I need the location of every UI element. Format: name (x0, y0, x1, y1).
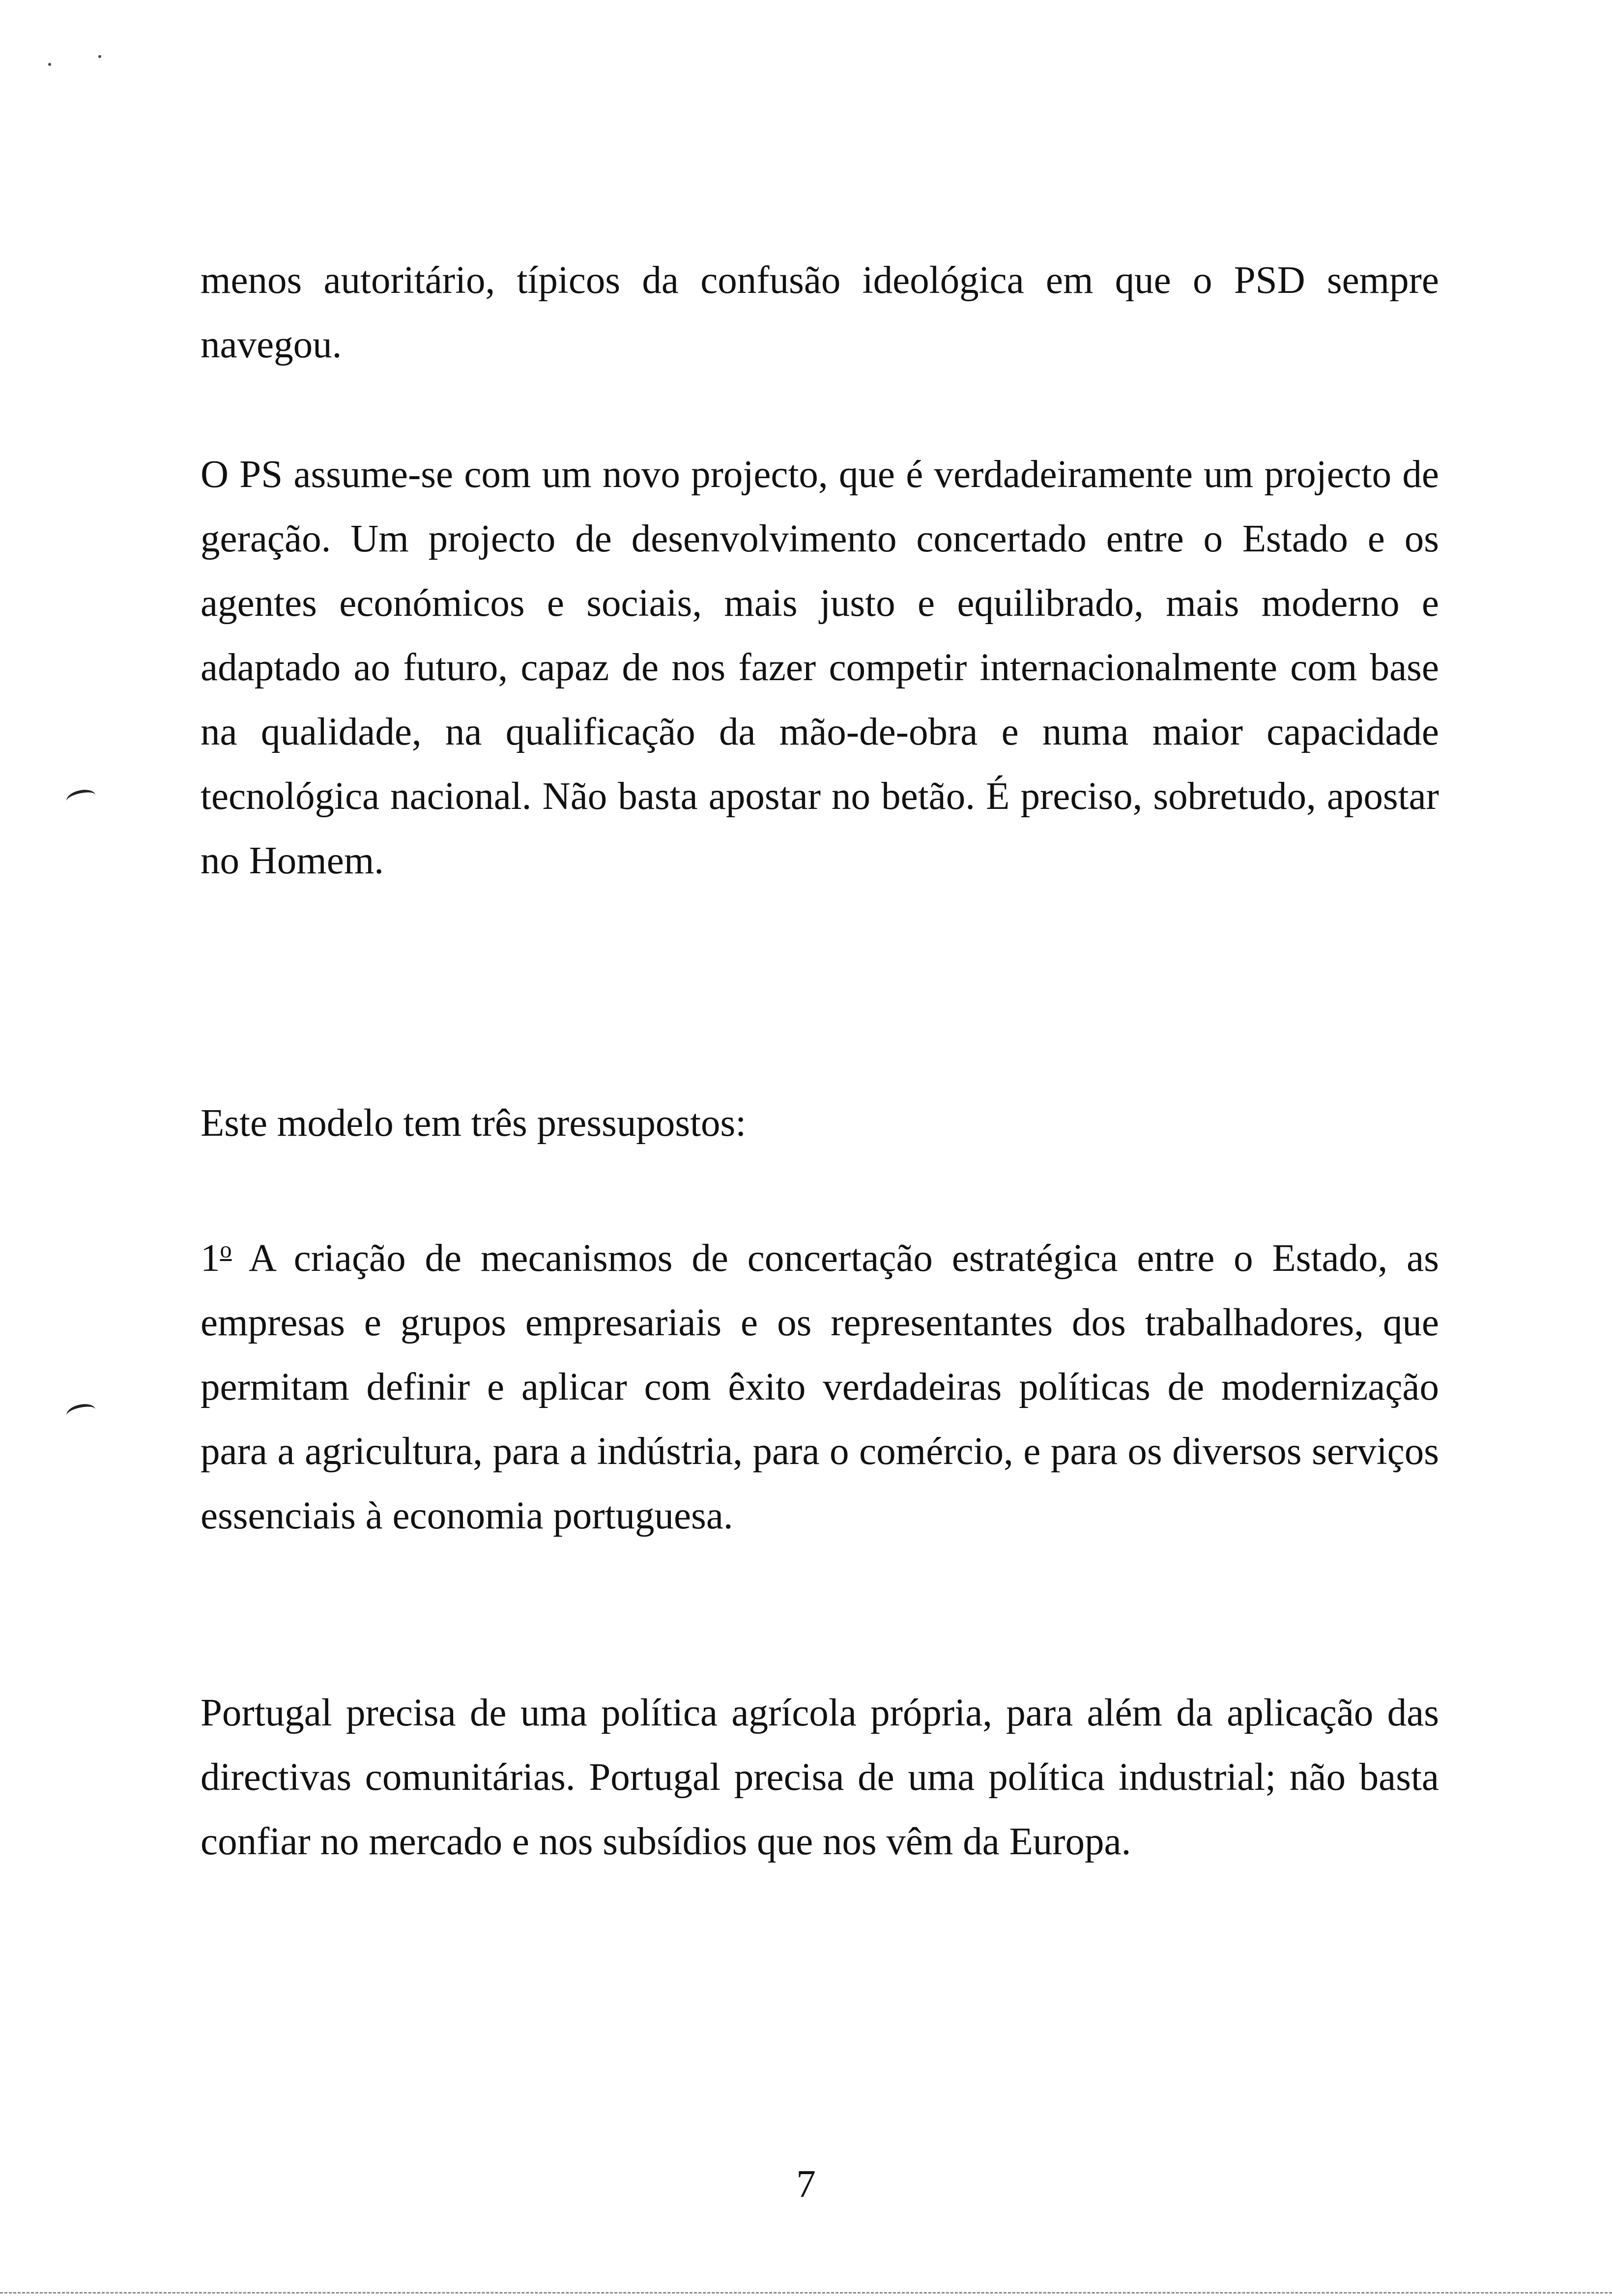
scan-speck (48, 63, 51, 66)
item-ordinal-mark: o (220, 1236, 232, 1263)
paragraph-ps-project: O PS assume-se com um novo projecto, que é verdadeiramente um projecto de geração. Um projecto de desenvolvimento concertado entre o Estado e os agentes económicos e sociais, mais justo e equilibrado, mais moderno e adaptado ao futuro, capaz de nos fazer competir internacionalmente com base na qualidade, na qualificação da mão-de-obra e numa maior capacidade tecnológica nacional. Não basta apostar no betão. É preciso, sobretudo, apostar no Homem. (201, 453, 1439, 882)
paragraph-model-assumptions: Este modelo tem três pressupostos: (201, 1102, 747, 1145)
paragraph-portugal-policy: Portugal precisa de uma política agrícola própria, para além da aplicação das directivas comunitárias. Portugal precisa de uma política industrial; não basta confiar no mercado e nos subsídios que nos vêm da Europa. (201, 1692, 1439, 1863)
margin-hole-punch-mark (65, 787, 97, 809)
item-text: A criação de mecanismos de concertação estratégica entre o Estado, as empresas e grupos empresariais e os representantes dos trabalhadores, que permitam definir e aplicar com êxito verdadeiras políticas de modernização para a agricultura, para a indústria, para o comércio, e para os diversos serviços essenciais à economia portuguesa. (201, 1237, 1439, 1537)
scan-speck (98, 55, 101, 58)
item-number: 1 (201, 1237, 220, 1280)
margin-hole-punch-mark (65, 1402, 97, 1423)
page-number: 7 (796, 2163, 816, 2206)
numbered-item-1 (201, 1226, 1439, 1548)
paragraph-continuation: menos autoritário, típicos da confusão ideológica em que o PSD sempre navegou. (201, 259, 1439, 366)
bottom-edge-rule (0, 2292, 1612, 2294)
